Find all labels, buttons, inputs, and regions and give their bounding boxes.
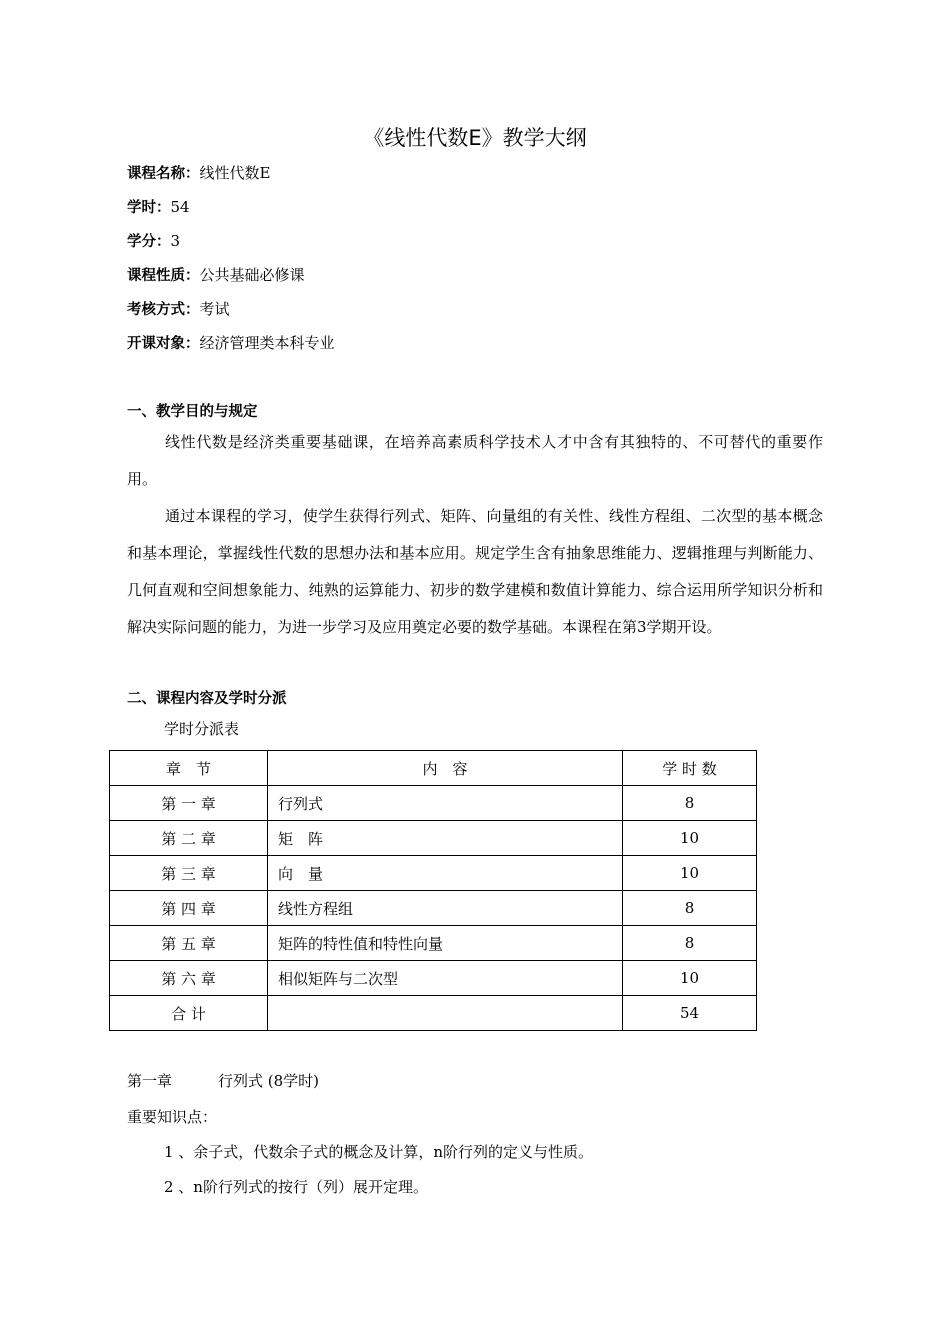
- meta-value: 线性代数E: [199, 164, 271, 182]
- header-cell: 学 时 数: [623, 751, 757, 786]
- meta-label: 课程性质：: [127, 268, 200, 284]
- meta-value: 公共基础必修课: [199, 266, 305, 284]
- header-cell: 内 容: [268, 751, 623, 786]
- meta-row-hours: [127, 194, 335, 228]
- paragraph-intro: 线性代数是经济类重要基础课，在培养高素质科学技术人才中含有其独特的、不可替代的重要作用。: [127, 433, 823, 488]
- hours-cell: 10: [623, 961, 757, 996]
- document-title: 《线性代数E》教学大纲: [363, 126, 587, 150]
- hours-cell: 10: [623, 821, 757, 856]
- chapter-cell: 第 三 章: [110, 856, 268, 891]
- meta-row-credits: [127, 228, 335, 262]
- content-cell: 相似矩阵与二次型: [268, 961, 623, 996]
- meta-value: 3: [170, 232, 181, 250]
- meta-label: 考核方式：: [127, 302, 200, 318]
- meta-row-course-name: [127, 160, 335, 194]
- knowledge-point-item: 1 、余子式，代数余子式的概念及计算，n阶行列的定义与性质。: [164, 1143, 593, 1161]
- meta-label: 课程名称：: [127, 166, 200, 182]
- hours-cell: 8: [623, 786, 757, 821]
- chapter-label: 第一章: [127, 1072, 173, 1090]
- meta-label: 开课对象：: [127, 336, 200, 352]
- table-row: [110, 786, 757, 821]
- chapter-cell: 第 二 章: [110, 821, 268, 856]
- chapter-cell: 第 四 章: [110, 891, 268, 926]
- meta-value: 经济管理类本科专业: [199, 334, 335, 352]
- table-header-row: [110, 751, 757, 786]
- content-cell: 矩阵的特性值和特性向量: [268, 926, 623, 961]
- meta-value: 考试: [199, 300, 230, 318]
- chapter-cell: 第 一 章: [110, 786, 268, 821]
- content-cell: 线性方程组: [268, 891, 623, 926]
- content-cell: 矩 阵: [268, 821, 623, 856]
- table-total-row: [110, 996, 757, 1031]
- meta-value: 54: [170, 198, 190, 216]
- table-row: [110, 821, 757, 856]
- content-cell: 行列式: [268, 786, 623, 821]
- hours-cell: 10: [623, 856, 757, 891]
- total-hours-cell: 54: [623, 996, 757, 1031]
- hours-allocation-table: [109, 750, 757, 1031]
- course-meta: [127, 160, 335, 364]
- table-row: [110, 856, 757, 891]
- total-label-cell: 合 计: [110, 996, 268, 1031]
- knowledge-point-item: 2 、n阶行列式的按行（列）展开定理。: [164, 1178, 428, 1196]
- meta-row-course-type: [127, 262, 335, 296]
- table-row: [110, 961, 757, 996]
- meta-label: 学时：: [127, 200, 171, 216]
- table-row: [110, 926, 757, 961]
- header-cell: 章 节: [110, 751, 268, 786]
- content-cell: 向 量: [268, 856, 623, 891]
- hours-cell: 8: [623, 926, 757, 961]
- chapter-heading: [127, 1070, 319, 1091]
- total-content-cell: [268, 996, 623, 1031]
- hours-cell: 8: [623, 891, 757, 926]
- paragraph-goals: 通过本课程的学习，使学生获得行列式、矩阵、向量组的有关性、线性方程组、二次型的基本概念和基本理论，掌握线性代数的思想办法和基本应用。规定学生含有抽象思维能力、逻辑推理与判断能力、几何直观和空间想象能力、纯熟的运算能力、初步的数学建模和数值计算能力、综合运用所学知识分析和解决实际问题的能力，为进一步学习及应用奠定必要的数学基础。本课程在第3学期开设。: [127, 507, 823, 636]
- section-heading-objectives: 一、教学目的与规定: [127, 404, 258, 420]
- section-heading-content: 二、课程内容及学时分派: [127, 691, 287, 707]
- table-row: [110, 891, 757, 926]
- chapter-cell: 第 六 章: [110, 961, 268, 996]
- chapter-cell: 第 五 章: [110, 926, 268, 961]
- meta-row-audience: [127, 330, 335, 364]
- chapter-title: 行列式 (8学时): [218, 1072, 320, 1090]
- meta-label: 学分：: [127, 234, 171, 250]
- table-caption: 学时分派表: [164, 720, 240, 738]
- knowledge-points-label: 重要知识点：: [127, 1108, 218, 1126]
- meta-row-assessment: [127, 296, 335, 330]
